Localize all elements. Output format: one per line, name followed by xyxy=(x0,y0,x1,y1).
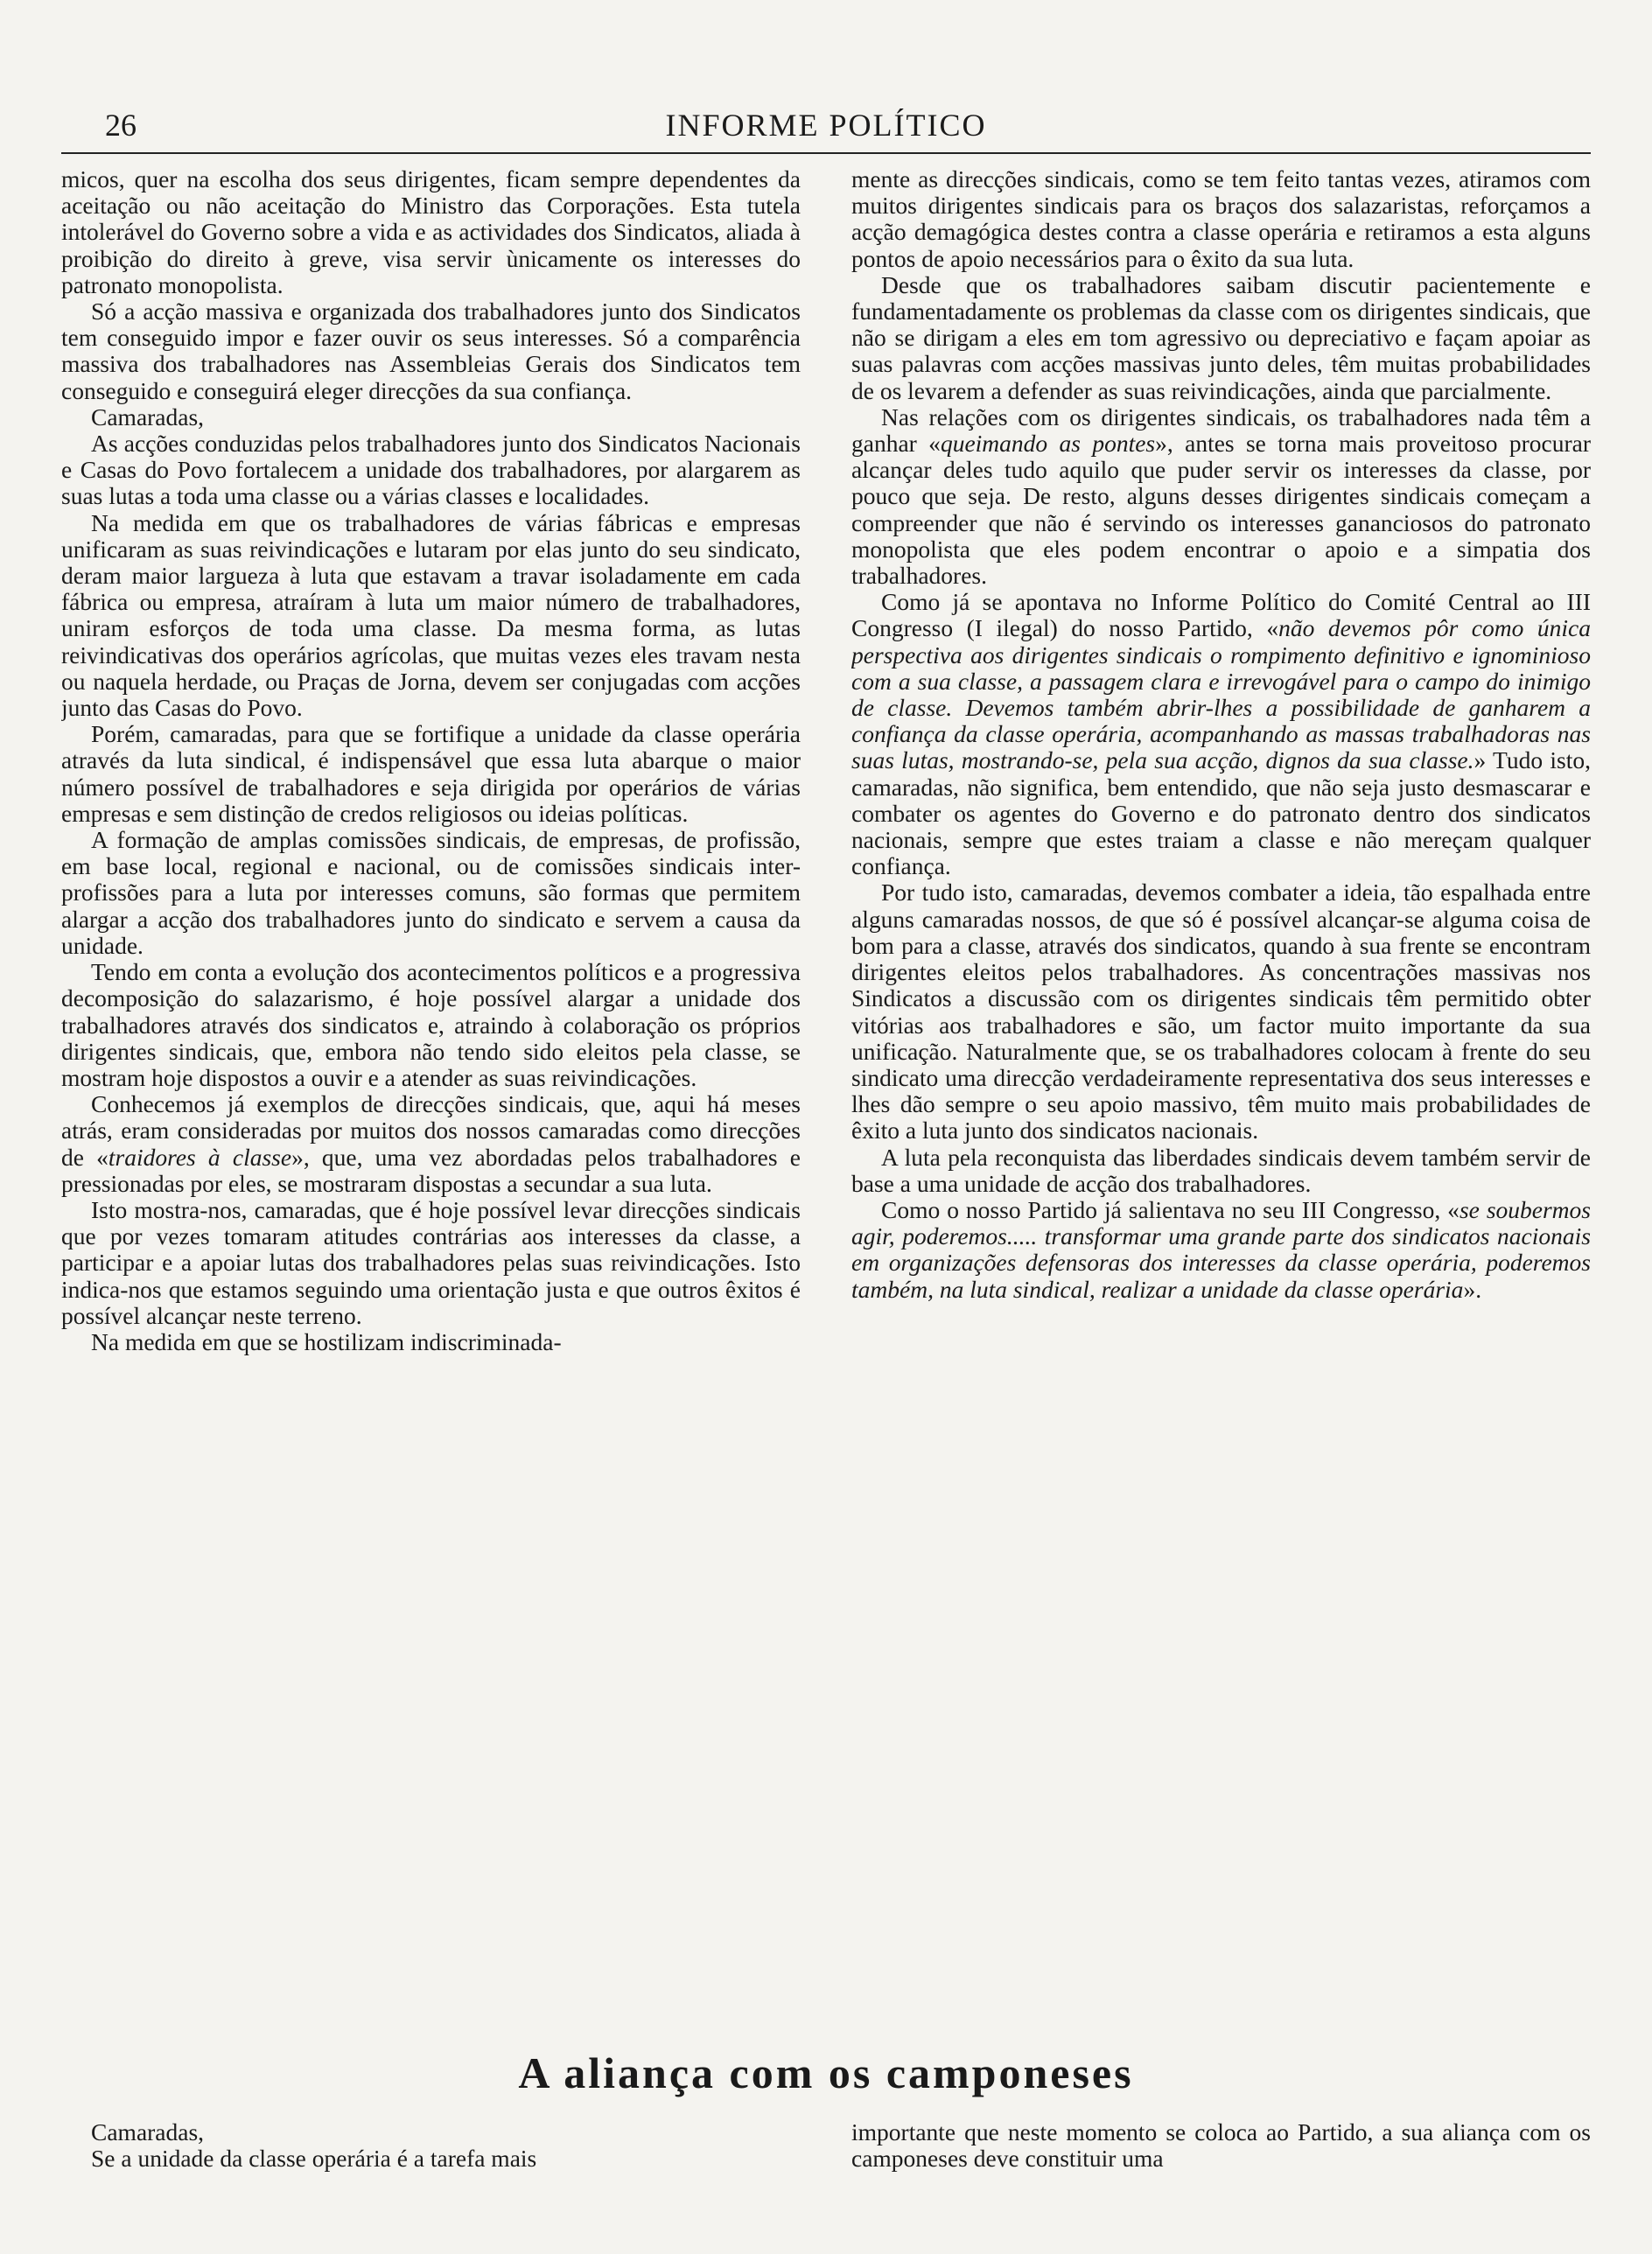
text-run: Na medida em que se hostilizam indiscriminada- xyxy=(91,1327,562,1355)
paragraph xyxy=(851,589,1591,879)
paragraph xyxy=(851,404,1591,589)
paragraph xyxy=(61,510,801,722)
paragraph xyxy=(61,827,801,959)
text-run: Tendo em conta a evolução dos acontecimentos políticos e a progressiva decomposição do salazarismo, é hoje possível alargar a unidade dos trabalhadores através dos sindicatos e, atraindo à colaboração os próprios dirigentes sindicais, que, embora não tendo sido eleitos pela classe, se mostram hoje dispostos a ouvir e a atender as suas reivindicações. xyxy=(61,958,801,1091)
paragraph xyxy=(61,404,801,430)
paragraph xyxy=(61,298,801,404)
paragraph xyxy=(61,721,801,827)
paragraph xyxy=(851,166,1591,272)
text-run: ». xyxy=(1463,1275,1482,1303)
quoted-text: queimando as pontes xyxy=(940,430,1156,458)
text-run: Como já se apontava no Informe Político do Comité Central ao III Congresso (I ilegal) do nosso Partido, « xyxy=(851,588,1591,642)
paragraph xyxy=(61,1197,801,1329)
text-run: As acções conduzidas pelos trabalhadores junto dos Sindicatos Nacionais e Casas do Povo fortalecem a unidade dos trabalhadores, por alargarem as suas lutas a toda uma classe ou a várias classes e localidades. xyxy=(61,430,801,510)
left-column xyxy=(61,166,801,2012)
text-run: Por tudo isto, camaradas, devemos combater a ideia, tão espalhada entre alguns camaradas nossos, de que só é possível alcançar-se alguma coisa de bom para a classe, através dos sindicatos, quando à sua frente se encontram dirigentes eleitos pelos trabalhadores. As concentrações massivas nos Sindicatos a discussão com os dirigentes sindicais têm permitido obter vitórias aos trabalhadores e são, um factor muito importante da sua unificação. Naturalmente que, se os trabalhadores colocam à frente do seu sindicato uma direcção verdadeiramente representativa dos seus interesses e lhes dão sempre o seu apoio massivo, têm muito mais probabilidades de êxito a luta junto dos sindicatos nacionais. xyxy=(851,878,1591,1144)
text-run: Porém, camaradas, para que se fortifique a unidade da classe operária através da luta sindical, é indispensável que essa luta abarque o maior número possível de trabalhadores e seja dirigida por operários de várias empresas e sem distinção de credos religiosos ou ideias políticas. xyxy=(61,720,801,827)
quoted-text: não devemos pôr como única perspectiva aos dirigentes sindicais o rompimento definitivo e ignominioso com a sua classe, a passagem clara e irrevogável para o campo do inimigo de classe. Devemos também abrir-lhes a possibilidade de ganharem a confiança da classe operária, acompanhando as massas trabalhadoras nas suas lutas, mostrando-se, pela sua acção, dignos da sua classe. xyxy=(851,614,1591,774)
text-run: Desde que os trabalhadores saibam discutir pacientemente e fundamentadamente os problemas da classe com os dirigentes sindicais, que não se dirigam a eles em tom agressivo ou depreciativo e façam apoiar as suas palavras com acções massivas junto deles, têm muitas probabilidades de os levarem a defender as suas reivindicações, ainda que parcialmente. xyxy=(851,270,1591,404)
header-rule xyxy=(61,152,1591,154)
page-number: 26 xyxy=(105,108,136,143)
text-run: Só a acção massiva e organizada dos trabalhadores junto dos Sindicatos tem conseguido impor e fazer ouvir os seus interesses. Só a comparência massiva dos trabalhadores nas Assembleias Gerais dos Sindicatos tem conseguido e conseguirá eleger direcções da sua confiança. xyxy=(61,298,801,404)
text-run: importante que neste momento se coloca ao Partido, a sua aliança com os camponeses deve constituir uma xyxy=(851,2119,1591,2173)
text-run: A luta pela reconquista das liberdades sindicais devem também servir de base a uma unidade de acção dos trabalhadores. xyxy=(851,1143,1591,1197)
text-run: Nas relações com os dirigentes sindicais, os trabalhadores nada têm a ganhar « xyxy=(851,402,1591,458)
text-run: A formação de amplas comissões sindicais, de empresas, de profissão, em base local, regional e nacional, ou de comissões sindicais inter-profissões para a luta por interesses comuns, são formas que permitem alargar a acção dos trabalhadores junto do sindicato e servem a causa da unidade. xyxy=(61,826,801,959)
text-run: », antes se torna mais proveitoso procurar alcançar deles tudo aquilo que puder servir os interesses da classe, por pouco que seja. De resto, alguns desses dirigentes sindicais começam a compreender que não é servindo os interesses gananciosos do patronato monopolista que eles podem encontrar o apoio e a simpatia dos trabalhadores. xyxy=(851,430,1591,590)
quoted-text: se soubermos agir, poderemos..... transformar uma grande parte dos sindicatos nacionais em organizações defensoras dos interesses da classe operária, poderemos também, na luta sindical, realizar a unidade da classe operária xyxy=(851,1195,1591,1303)
text-run: mente as direcções sindicais, como se tem feito tantas vezes, atiramos com muitos dirigentes sindicais para os braços dos salazaristas, reforçamos a acção demagógica destes contra a classe operária e retiramos a esta alguns pontos de apoio necessários para o êxito da sua luta. xyxy=(851,166,1591,272)
text-run: Na medida em que os trabalhadores de várias fábricas e empresas unificaram as suas reivindicações e lutaram por elas junto do seu sindicato, deram maior largueza à luta que estavam a travar isoladamente em cada fábrica ou empresa, atraíram à luta um maior número de trabalhadores, uniram esforços de toda uma classe. Da mesma forma, as lutas reivindicativas dos operários agrícolas, que muitas vezes eles travam nesta ou naquela herdade, ou Praças de Jorna, devem ser conjugadas com acções junto das Casas do Povo. xyxy=(61,508,801,722)
paragraph xyxy=(61,2146,801,2172)
running-title: INFORME POLÍTICO xyxy=(665,108,987,143)
section-heading: A aliança com os camponeses xyxy=(518,2048,1134,2097)
paragraph xyxy=(61,1329,801,1355)
paragraph xyxy=(851,1197,1591,1303)
text-run: Camaradas, xyxy=(91,402,205,430)
text-run: » Tudo isto, camaradas, não significa, bem entendido, que não seja justo desmascarar e combater os agentes do Governo e do patronato dentro dos sindicatos nacionais, sempre que estes traiam a classe e não mereçam qualquer confiança. xyxy=(851,746,1591,880)
text-run: », que, uma vez abordadas pelos trabalhadores e pressionadas por eles, se mostraram dispostas a secundar a sua luta. xyxy=(61,1143,801,1197)
paragraph xyxy=(61,959,801,1091)
section-left-column xyxy=(61,2119,801,2224)
text-columns xyxy=(61,166,1591,2012)
paragraph xyxy=(61,2119,801,2146)
text-run: Isto mostra-nos, camaradas, que é hoje possível levar direcções sindicais que por vezes tomaram atitudes contrárias aos interesses da classe, a participar e a apoiar lutas dos trabalhadores pelas suas reivindicações. Isto indica-nos que estamos seguindo uma orientação justa e que outros êxitos é possível alcançar neste terreno. xyxy=(61,1195,801,1329)
page-header xyxy=(61,107,1591,154)
section-alianca xyxy=(61,2048,1591,2231)
right-column xyxy=(851,166,1591,2012)
section-right-column xyxy=(851,2119,1591,2224)
paragraph xyxy=(61,430,801,510)
text-run: Se a unidade da classe operária é a tarefa mais xyxy=(91,2145,537,2173)
paragraph xyxy=(851,272,1591,404)
paragraph xyxy=(61,1091,801,1197)
paragraph xyxy=(851,879,1591,1144)
document-page xyxy=(61,96,1591,2231)
text-run: Camaradas, xyxy=(91,2119,205,2146)
paragraph xyxy=(61,166,801,298)
paragraph xyxy=(851,1144,1591,1197)
paragraph xyxy=(851,2119,1591,2172)
text-run: Conhecemos já exemplos de direcções sindicais, que, aqui há meses atrás, eram consideradas por muitos dos nossos camaradas como direcções de « xyxy=(61,1090,801,1171)
text-run: micos, quer na escolha dos seus dirigentes, ficam sempre dependentes da aceitação ou não aceitação do Ministro das Corporações. Esta tutela intolerável do Governo sobre a vida e as actividades dos Sindicatos, aliada à proibição do direito à greve, visa servir ùnicamente os interesses do patronato monopolista. xyxy=(61,166,801,298)
quoted-text: traidores à classe xyxy=(108,1143,292,1171)
text-run: Como o nosso Partido já salientava no seu III Congresso, « xyxy=(881,1195,1460,1223)
